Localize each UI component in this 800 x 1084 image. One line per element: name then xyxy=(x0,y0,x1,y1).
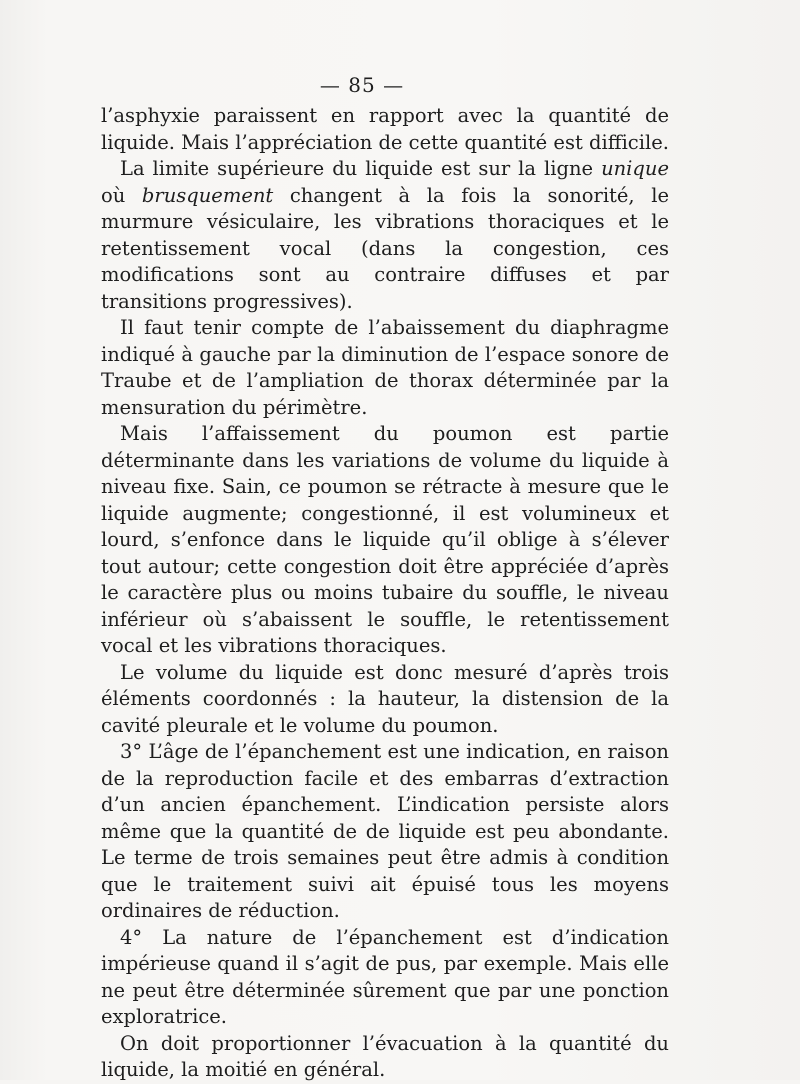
paragraph-7-text: 4° La nature de l’épanchement est d’indication impérieuse quand il s’agit de pus, par exemple. Mais elle ne peut être déterminée sûrement que par une ponction exploratrice. xyxy=(101,925,669,1028)
paragraph-4 xyxy=(101,421,669,660)
paragraph-6 xyxy=(101,739,669,925)
paragraph-2-italic-unique: unique xyxy=(601,157,669,180)
paragraph-2-text-c: changent à la fois la sonorité, le murmure vésiculaire, les vibrations thoraciques et le retentissement vocal (dans la congestion, ces modifications sont au contraire diffuses et par transitions progressives). xyxy=(101,183,669,313)
paragraph-8-text: On doit proportionner l’évacuation à la quantité du liquide, la moitié en général. xyxy=(101,1031,669,1081)
paragraph-5 xyxy=(101,660,669,740)
paragraph-8 xyxy=(101,1031,669,1084)
page-number: — 85 — xyxy=(319,73,405,97)
paragraph-1 xyxy=(101,103,669,156)
paragraph-6-text: 3° L’âge de l’épanchement est une indication, en raison de la reproduction facile et des embarras d’extraction d’un ancien épanchement. L’indication persiste alors même que la quantité de de liquide est peu abondante. Le terme de trois semaines peut être admis à condition que le traitement suivi ait épuisé tous les moyens ordinaires de réduction. xyxy=(101,740,669,922)
paragraph-2-text-a: La limite supérieure du liquide est sur la ligne xyxy=(120,157,602,180)
paragraph-2 xyxy=(101,156,669,315)
paragraph-7 xyxy=(101,925,669,1031)
paragraph-1-text: l’asphyxie paraissent en rapport avec la quantité de liquide. Mais l’appréciation de cette quantité est difficile. xyxy=(101,104,669,154)
paragraph-3-text: Il faut tenir compte de l’abaissement du diaphragme indiqué à gauche par la diminution de l’espace sonore de Traube et de l’ampliation de thorax déterminée par la mensuration du périmètre. xyxy=(101,316,669,419)
paragraph-2-text-b: où xyxy=(101,183,142,207)
paragraph-3 xyxy=(101,315,669,421)
paragraph-4-text: Mais l’affaissement du poumon est partie déterminante dans les variations de volume du liquide à niveau fixe. Sain, ce poumon se rétracte à mesure que le liquide augmente; congestionné, il est volumineux et lourd, s’enfonce dans le liquide qu’il oblige à s’élever tout autour; cette congestion doit être appréciée d’après le caractère plus ou moins tubaire du souffle, le niveau inférieur où s’abaissent le souffle, le retentissement vocal et les vibrations thoraciques. xyxy=(101,422,669,657)
body-text xyxy=(101,103,669,1084)
paragraph-5-text: Le volume du liquide est donc mesuré d’après trois éléments coordonnés : la hauteur, la distension de la cavité pleurale et le volume du poumon. xyxy=(101,660,669,737)
paragraph-2-italic-brusquement: brusquement xyxy=(141,183,274,207)
